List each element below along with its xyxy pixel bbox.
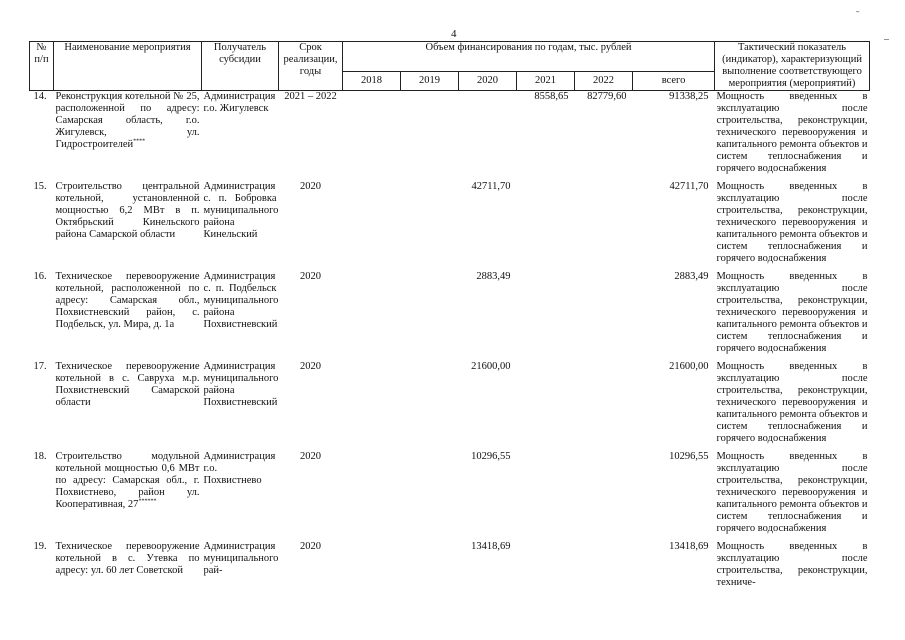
row-number: 15. (33, 180, 47, 192)
row-term: 2020 (300, 360, 321, 372)
row-number: 16. (33, 270, 47, 282)
row-recipient: Администрация с. п. Бобровка муниципального района Кинельский (203, 180, 279, 240)
header-year: 2021 (517, 72, 575, 91)
table-row (30, 451, 870, 541)
row-name (54, 361, 202, 451)
row-term: 2021 – 2022 (284, 91, 337, 102)
row-name-text: Техническое перевооружение котельной в с. Утевка по адресу: ул. 60 лет Советской (55, 540, 200, 576)
header-num: № п/п (30, 42, 54, 91)
row-name-text: Техническое перевооружение котельной в с. Савруха м.р. Похвистневский Самарской области (55, 360, 200, 408)
header-name: Наименование мероприятия (54, 42, 202, 91)
footnote-marker: **** (133, 138, 146, 145)
row-term: 2020 (300, 450, 321, 462)
table-row (30, 541, 870, 601)
funding-table (29, 41, 870, 601)
row-term: 2020 (300, 540, 321, 552)
row-total: 2883,49 (674, 270, 709, 282)
row-total: 42711,70 (669, 180, 709, 192)
row-recipient: Администрация г.о. Жигулевск (203, 91, 276, 114)
row-y2020: 21600,00 (471, 360, 511, 372)
row-term: 2020 (300, 270, 321, 282)
row-y2019 (401, 541, 459, 601)
row-recipient: Администрация муниципального рай- (203, 540, 279, 576)
row-y2019 (401, 271, 459, 361)
table-row (30, 181, 870, 271)
row-name-text: Техническое перевооружение котельной, расположенной по адресу: Самарская обл., Похвистневский район, с. Подбельск, ул. Мира, д. 1а (55, 270, 200, 330)
row-indicator: Мощность введенных в эксплуатацию после строительства, реконструкции, технического перевооружения и капитального ремонта объектов и систем теплоснабжения и горячего водоснабжения (716, 270, 868, 354)
row-y2018 (343, 451, 401, 541)
row-recipient: Администрация муниципального района Похвистневский (203, 360, 279, 408)
row-number: 19. (33, 540, 47, 552)
row-name (54, 541, 202, 601)
scan-mark: – (884, 34, 889, 45)
header-year: 2019 (401, 72, 459, 91)
row-name (54, 451, 202, 541)
row-y2019 (401, 181, 459, 271)
header-year: 2018 (343, 72, 401, 91)
footnote-marker: ****** (138, 498, 157, 504)
row-y2021 (517, 451, 575, 541)
row-y2020: 42711,70 (471, 180, 511, 192)
header-indicator: Тактический показатель (индикатор), характеризующий выполнение соответствующего мероприятия (мероприятий) (715, 42, 870, 91)
row-y2018 (343, 271, 401, 361)
header-total: всего (633, 72, 715, 91)
row-y2021 (517, 361, 575, 451)
header-year: 2022 (575, 72, 633, 91)
row-name-text: Строительство модульной котельной мощностью 0,6 МВт по адресу: Самарская обл., г. Похвистнево, район ул. Кооперативная, 27 (55, 450, 200, 510)
table-header-row (30, 42, 870, 72)
row-y2022 (575, 451, 633, 541)
row-y2020: 13418,69 (471, 540, 511, 552)
row-indicator: Мощность введенных в эксплуатацию после строительства, реконструкции, техниче- (716, 540, 868, 588)
row-total: 21600,00 (669, 360, 709, 372)
row-recipient: Администрация г.о. Похвистнево (203, 450, 276, 486)
row-indicator: Мощность введенных в эксплуатацию после строительства, реконструкции, технического перевооружения и капитального ремонта объектов и систем теплоснабжения и горячего водоснабжения (716, 180, 868, 264)
row-indicator: Мощность введенных в эксплуатацию после строительства, реконструкции, технического перевооружения и капитального ремонта объектов и систем теплоснабжения и горячего водоснабжения (716, 450, 868, 534)
row-number: 14. (33, 91, 47, 102)
header-funding: Объем финансирования по годам, тыс. рублей (343, 42, 715, 72)
row-name-text: Реконструкция котельной № 25, расположенной по адресу: Самарская область, г.о. Жигулевск, ул. Гидростроителей (55, 91, 200, 150)
row-y2021: 8558,65 (534, 91, 569, 102)
row-y2020 (459, 91, 517, 181)
row-name (54, 271, 202, 361)
row-y2022 (575, 271, 633, 361)
header-term: Срок реализации, годы (279, 42, 343, 91)
row-indicator: Мощность введенных в эксплуатацию после строительства, реконструкции, технического перевооружения и капитального ремонта объектов и систем теплоснабжения и горячего водоснабжения (716, 91, 868, 174)
row-y2022 (575, 541, 633, 601)
row-y2018 (343, 541, 401, 601)
table-row (30, 91, 870, 181)
row-y2022: 82779,60 (587, 91, 627, 102)
row-y2022 (575, 181, 633, 271)
row-y2021 (517, 271, 575, 361)
header-year: 2020 (459, 72, 517, 91)
header-recipient: Получатель субсидии (202, 42, 279, 91)
row-y2021 (517, 541, 575, 601)
row-name (54, 181, 202, 271)
row-recipient: Администрация с. п. Подбельск муниципального района Похвистневский (203, 270, 279, 330)
row-y2019 (401, 91, 459, 181)
row-name-text: Строительство центральной котельной, установленной мощностью 6,2 МВт в п. Октябрьский Кинельского района Самарской области (55, 180, 200, 240)
row-y2018 (343, 361, 401, 451)
row-y2019 (401, 361, 459, 451)
table-row (30, 271, 870, 361)
row-y2022 (575, 361, 633, 451)
scan-mark: ˉ (856, 10, 860, 21)
row-number: 17. (33, 360, 47, 372)
row-total: 91338,25 (669, 91, 709, 102)
row-y2019 (401, 451, 459, 541)
row-number: 18. (33, 450, 47, 462)
table-row (30, 361, 870, 451)
row-term: 2020 (300, 180, 321, 192)
row-name (54, 91, 202, 181)
row-total: 13418,69 (669, 540, 709, 552)
row-y2020: 2883,49 (476, 270, 511, 282)
row-total: 10296,55 (669, 450, 709, 462)
row-y2020: 10296,55 (471, 450, 511, 462)
row-y2021 (517, 181, 575, 271)
row-y2018 (343, 91, 401, 181)
row-y2018 (343, 181, 401, 271)
row-indicator: Мощность введенных в эксплуатацию после строительства, реконструкции, технического перевооружения и капитального ремонта объектов и систем теплоснабжения и горячего водоснабжения (716, 360, 868, 444)
page-number: 4 (451, 28, 457, 40)
